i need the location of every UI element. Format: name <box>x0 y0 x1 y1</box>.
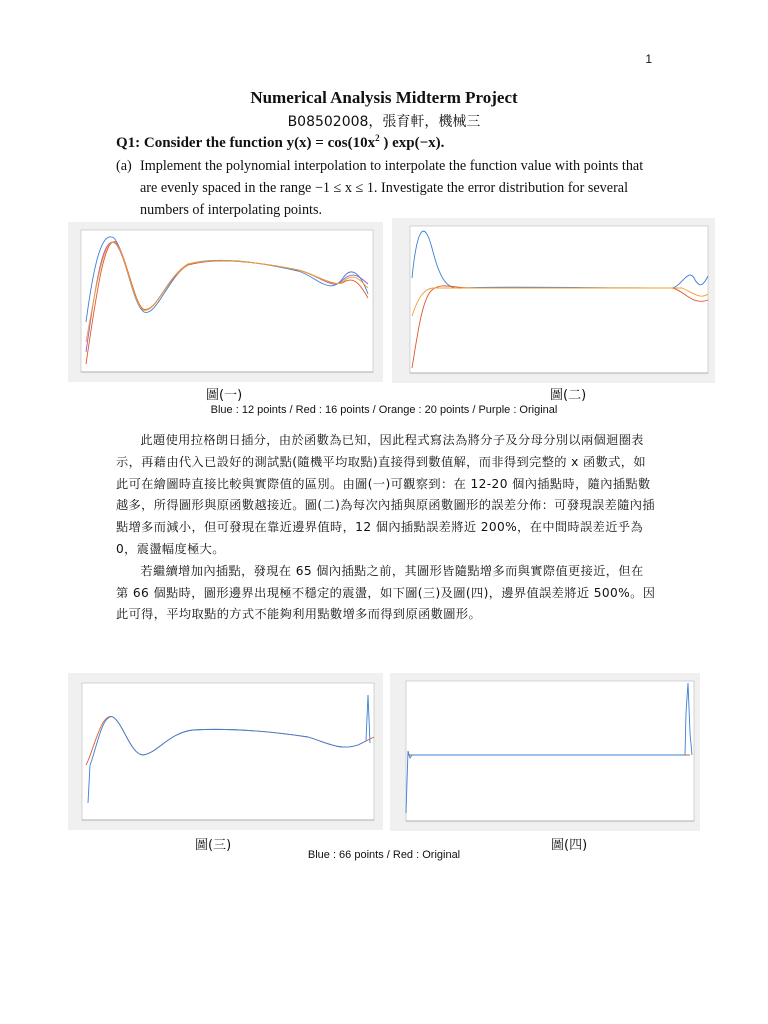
figure-legend-bottom: Blue : 66 points / Red : Original <box>307 849 461 861</box>
question-prefix: Q1: Consider the function y(x) = cos(10x <box>116 135 376 151</box>
figure-1-caption: 圖(一) <box>206 388 243 403</box>
figure-4 <box>390 673 700 831</box>
question-superscript: 2 <box>375 133 380 143</box>
body-paragraph-1: 此題使用拉格朗日插分，由於函數為已知，因此程式寫法為將分子及分母分別以兩個迴圈表示，再藉由代入已設好的測試點(隨機平均取點)直接得到數值解，而非得到完整的 x 函數式，如此可在繪圖時直接比較與實際值的區別。由圖(一)可觀察到：在 12-20 個內插點時，隨內插點數越多，所得圖形與原函數越接近。圖(二)為每次內插與原函數圖形的誤差分佈：可發現誤差隨內插點增多而減小，但可發現在靠近邊界值時，12 個內插點誤差將近 200%，在中間時誤差近乎為 0，震盪幅度極大。 <box>116 433 655 556</box>
part-a-text: Implement the polynomial interpolation to interpolate the function value with points that are evenly spaced in the range −1 ≤ x ≤ 1. Investigate the error distribution for several numbers of interpolating points. <box>140 158 644 218</box>
part-a-label: (a) <box>116 158 132 174</box>
question-suffix: ) exp(−x). <box>379 135 445 151</box>
page-title: Numerical Analysis Midterm Project <box>250 88 518 107</box>
figure-4-caption: 圖(四) <box>551 838 588 853</box>
author-line: B08502008，張育軒，機械三 <box>287 114 481 130</box>
figure-3 <box>68 673 383 830</box>
body-paragraphs <box>116 430 656 626</box>
part-a <box>116 155 656 221</box>
figure-2 <box>392 218 715 383</box>
body-paragraph-2: 若繼續增加內插點，發現在 65 個內插點之前，其圖形皆隨點增多而與實際值更接近，但在第 66 個點時，圖形邊界出現極不穩定的震盪，如下圖(三)及圖(四)，邊界值誤差將近 500%。因此可得，平均取點的方式不能夠利用點數增多而得到原函數圖形。 <box>116 563 656 622</box>
figure-legend-top: Blue : 12 points / Red : 16 points / Orange : 20 points / Purple : Original <box>210 404 558 416</box>
question-heading <box>116 133 444 152</box>
figure-3-caption: 圖(三) <box>195 838 232 853</box>
figure-1 <box>68 222 383 382</box>
page-number: 1 <box>645 52 652 66</box>
figure-2-caption: 圖(二) <box>550 388 587 403</box>
